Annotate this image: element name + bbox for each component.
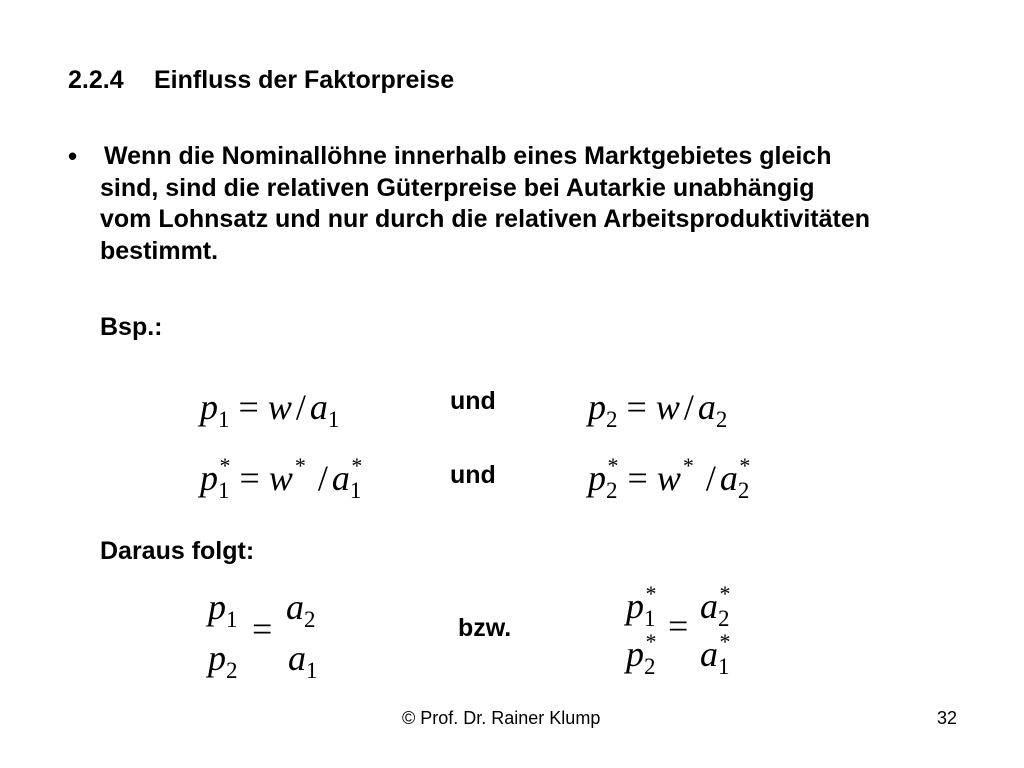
equals-sign: =	[252, 609, 273, 649]
bullet-dot: •	[68, 141, 78, 171]
fraction-numerator: $a_2^*$	[700, 581, 731, 631]
footer-author: © Prof. Dr. Rainer Klump	[402, 708, 601, 728]
connector-und: und	[450, 387, 496, 415]
example-label: Bsp.:	[100, 313, 163, 341]
conclusion-label: Daraus folgt:	[100, 537, 255, 565]
fraction-denominator: $p_2$	[208, 638, 238, 683]
equation-p2: $p_2 = w / a_2$	[588, 387, 728, 432]
equation-p1: $p_1 = w / a_1$	[200, 387, 340, 432]
fraction-numerator: $a_2$	[286, 587, 316, 632]
section-heading	[68, 66, 454, 95]
section-number: 2.2.4	[68, 66, 124, 94]
fraction-numerator: $p_1^*$	[626, 581, 657, 631]
fraction-numerator: $p_1$	[208, 587, 238, 632]
fraction-denominator: $a_1^*$	[700, 629, 731, 679]
fraction-denominator: $p_2^*$	[626, 629, 657, 679]
bullet-text	[100, 141, 1000, 267]
connector-und: und	[450, 461, 496, 489]
bullet-line: vom Lohnsatz und nur durch die relativen Arbeitsproduktivitäten	[100, 205, 870, 233]
section-title: Einfluss der Faktorpreise	[154, 66, 455, 94]
fraction-denominator: $a_1$	[288, 638, 318, 683]
equation-p2-star: $p_2^* = w^* / a_2^*$	[588, 453, 751, 503]
bullet-line: bestimmt.	[100, 236, 219, 265]
bullet-line: sind, sind die relativen Güterpreise bei Autarkie unabhängig	[100, 173, 815, 202]
equals-sign: =	[668, 606, 689, 646]
page-number: 32	[937, 708, 958, 728]
connector-bzw: bzw.	[458, 614, 512, 642]
bullet-line: Wenn die Nominallöhne innerhalb eines Marktgebietes gleich	[104, 142, 832, 170]
fraction-equation-star	[620, 578, 770, 688]
equation-p1-star: $p_1^* = w^* / a_1^*$	[200, 453, 363, 503]
fraction-equation	[200, 585, 330, 685]
